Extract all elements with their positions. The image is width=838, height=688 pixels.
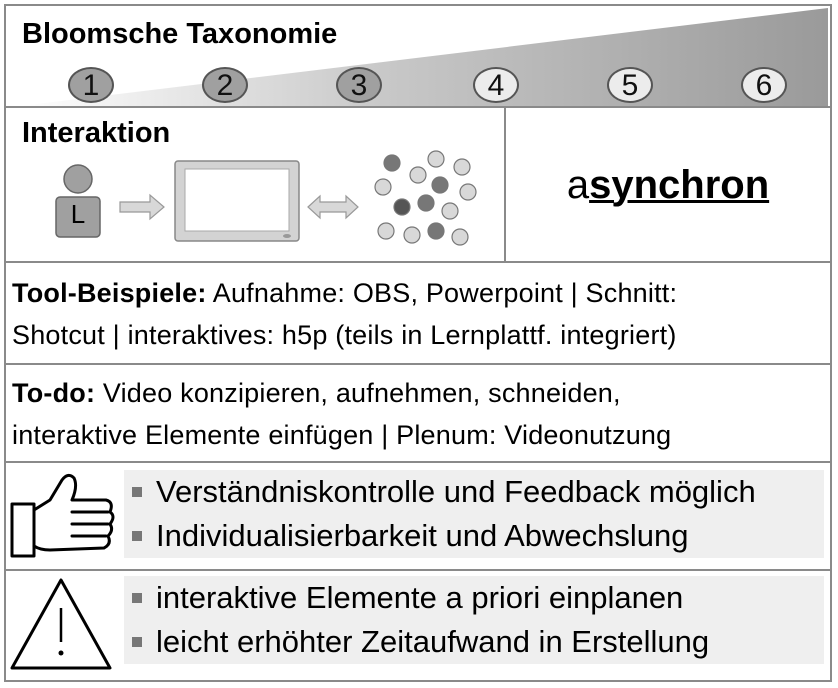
cons-list: [124, 576, 824, 664]
mode-label: [506, 108, 830, 262]
list-item: [124, 514, 824, 558]
divider: [4, 261, 832, 263]
audience-icon: [375, 151, 476, 245]
taxonomy-level-2: 2: [202, 67, 248, 103]
taxonomy-level-4: 4: [473, 67, 519, 103]
con-item-2: leicht erhöhter Zeitaufwand in Erstellung: [156, 624, 710, 659]
todo-line-1: Video konzipieren, aufnehmen, schneiden,: [95, 378, 621, 408]
taxonomy-level-5: 5: [607, 67, 653, 103]
taxonomy-level-1: 1: [68, 67, 114, 103]
todo-block: [12, 372, 671, 456]
interaction-diagram: [40, 145, 490, 255]
con-item-1: interaktive Elemente a priori einplanen: [156, 580, 684, 615]
mode-bold: synchron: [589, 162, 770, 207]
pro-item-2: Individualisierbarkeit und Abwechslung: [156, 518, 689, 553]
tools-block: [12, 272, 677, 356]
list-item: [124, 620, 824, 664]
lecturer-label: L: [70, 199, 86, 229]
pros-list: [124, 470, 824, 558]
pro-item-1: Verständniskontrolle und Feedback möglich: [156, 474, 756, 509]
warning-icon: [8, 576, 114, 672]
interaction-title: Interaktion: [22, 117, 171, 149]
list-item: [124, 576, 824, 620]
arrow-right-icon: [120, 195, 164, 219]
todo-line-2: interaktive Elemente einfügen | Plenum: Videonutzung: [12, 420, 672, 450]
tools-line-2: Shotcut | interaktives: h5p (teils in Lernplattf. integriert): [12, 320, 677, 350]
taxonomy-title: Bloomsche Taxonomie: [22, 18, 338, 50]
taxonomy-level-3: 3: [336, 67, 382, 103]
list-item: [124, 470, 824, 514]
mode-prefix: a: [566, 162, 590, 207]
screen-icon: [175, 161, 299, 241]
todo-label: To-do:: [12, 378, 96, 408]
taxonomy-level-6: 6: [741, 67, 787, 103]
thumbs-up-icon: [10, 470, 116, 560]
divider: [4, 569, 832, 571]
divider: [4, 461, 832, 463]
tools-label: Tool-Beispiele:: [12, 278, 207, 308]
double-arrow-icon: [308, 196, 358, 218]
divider: [4, 363, 832, 365]
tools-line-1: Aufnahme: OBS, Powerpoint | Schnitt:: [206, 278, 678, 308]
